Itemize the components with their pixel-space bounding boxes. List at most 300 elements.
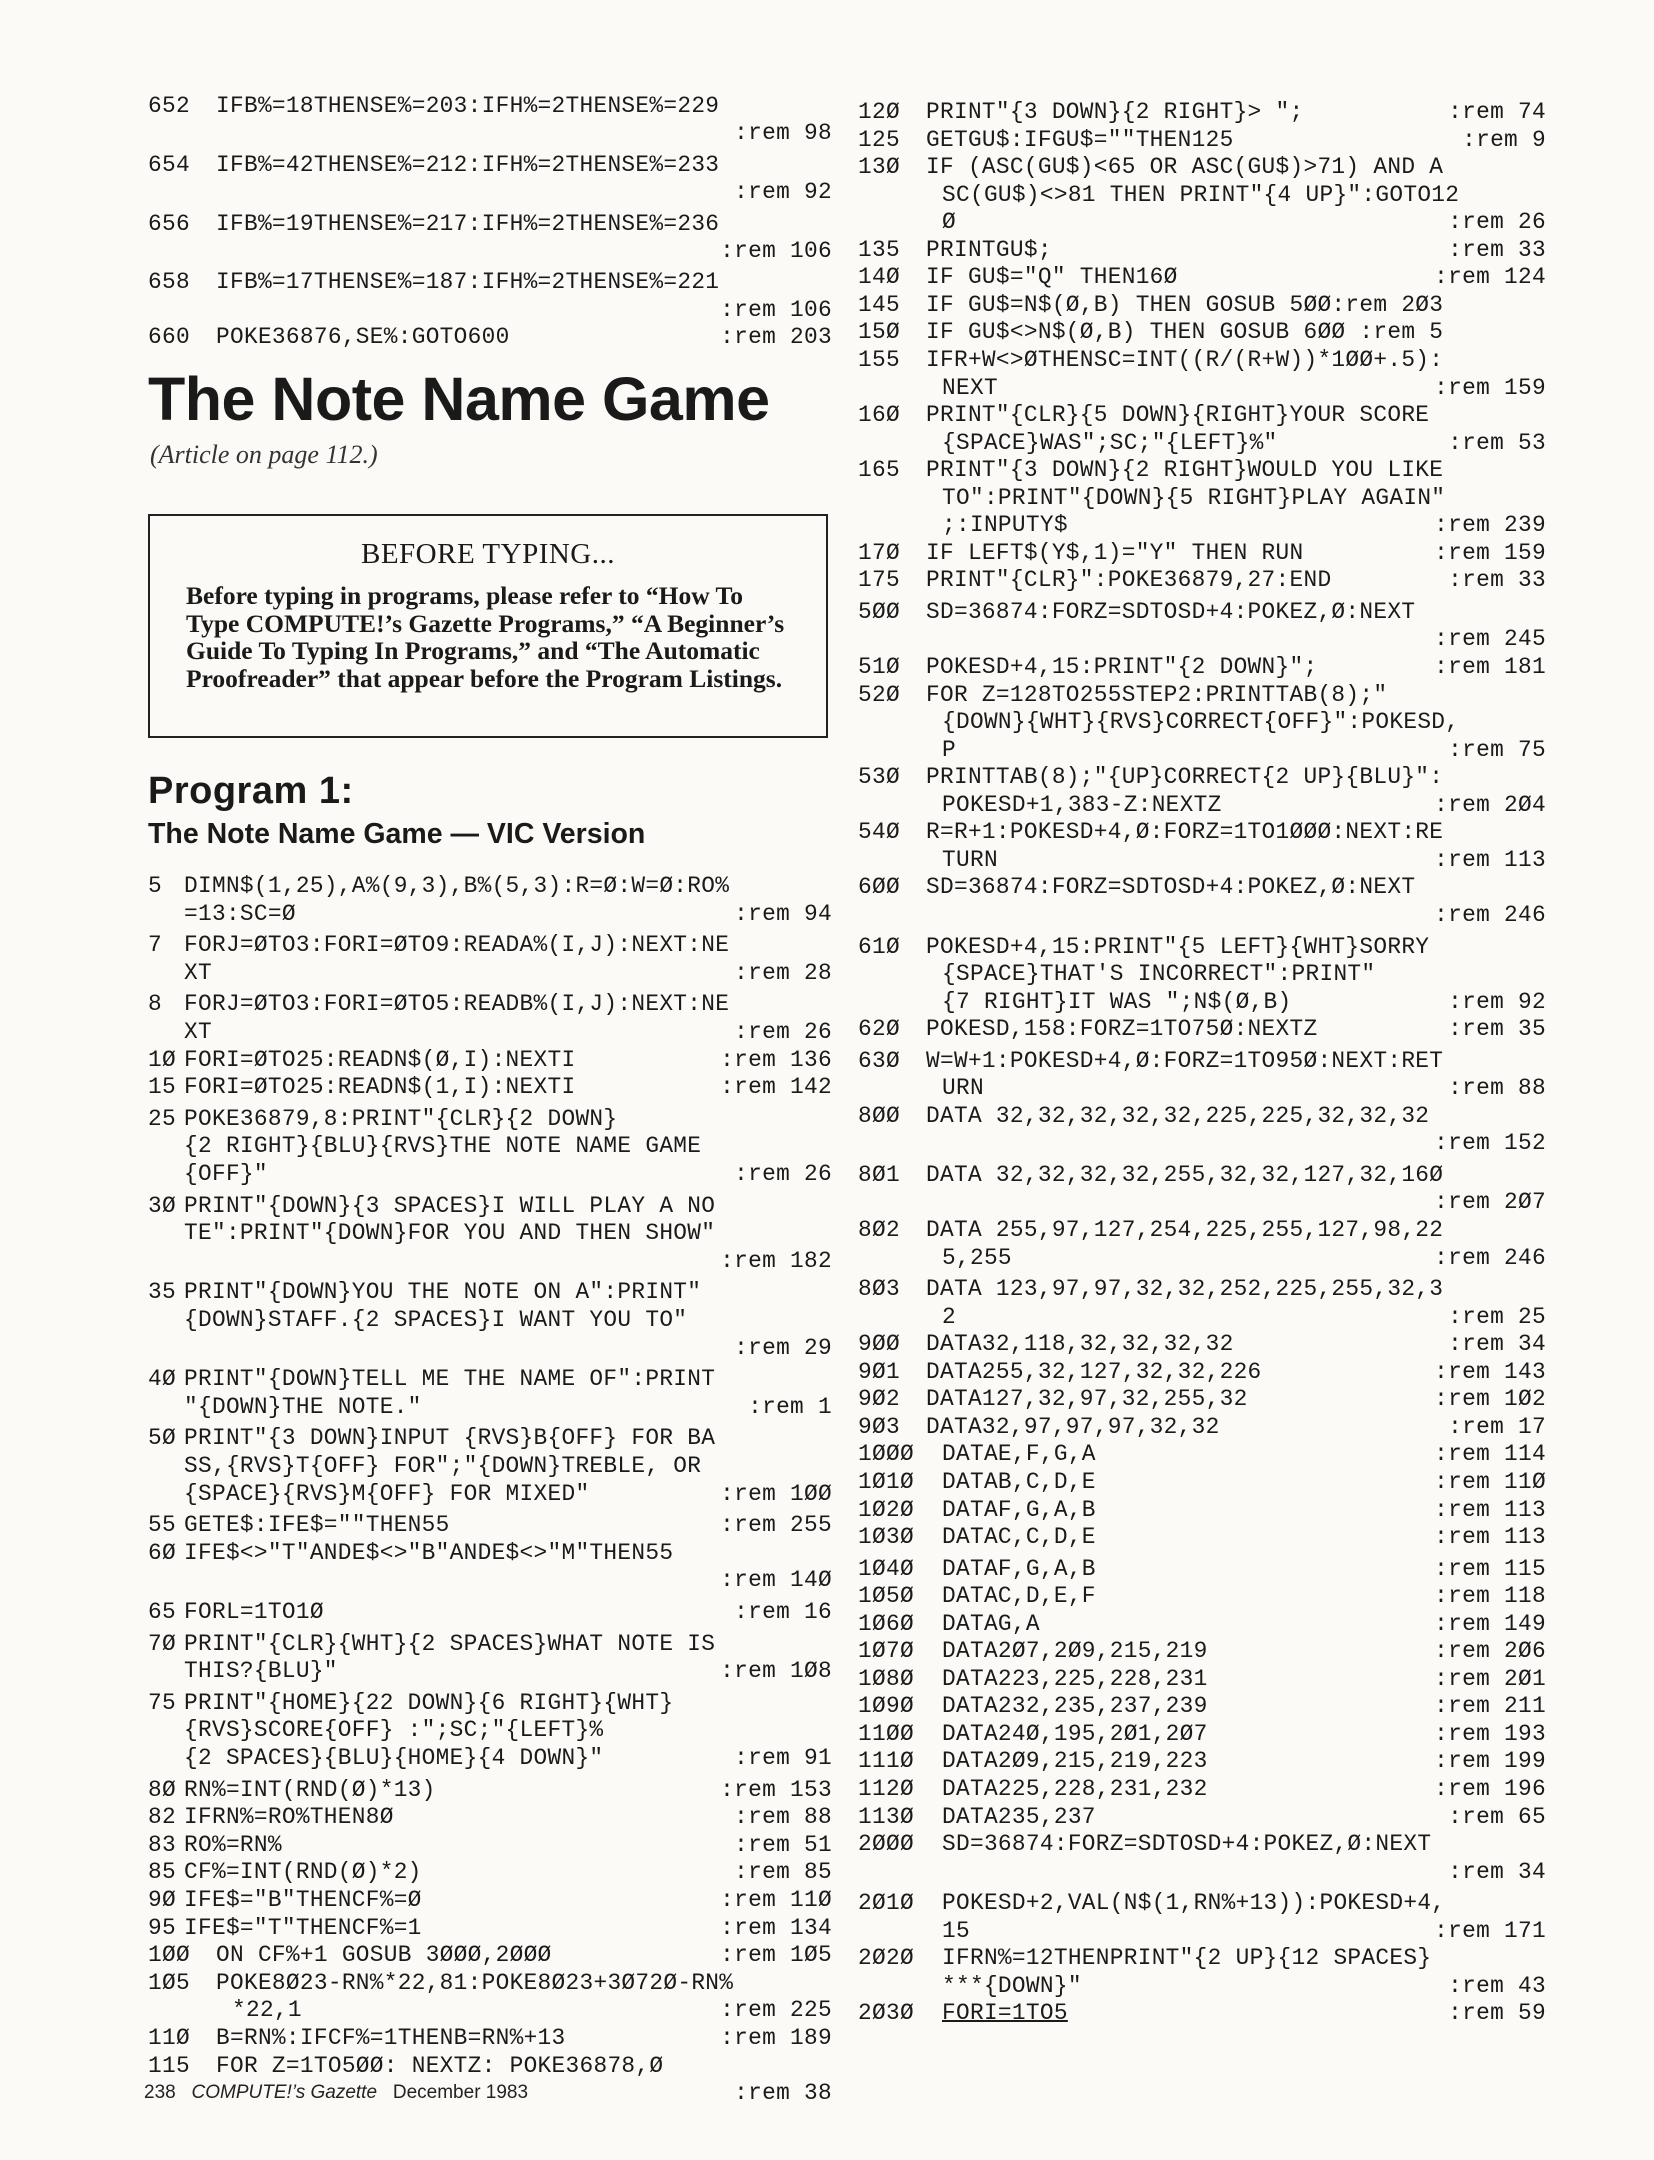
rem-checksum: :rem 9 — [1462, 126, 1546, 153]
rem-checksum: :rem 246 — [1434, 901, 1546, 928]
code-text: DATAF,G,A,B — [942, 1555, 1096, 1582]
line-number: 1Ø9Ø — [858, 1693, 914, 1720]
code-text: IFB%=18THENSE%=203:IFH%=2THENSE%=229 — [216, 93, 720, 119]
code-line — [858, 1582, 1546, 1610]
code-text: {DOWN}STAFF.{2 SPACES}I WANT YOU TO" — [184, 1307, 688, 1333]
code-text: GETE$:IFE$=""THEN55 — [184, 1512, 450, 1539]
code-line — [148, 1046, 832, 1074]
line-number: 7 — [148, 932, 162, 959]
code-text: P — [942, 736, 956, 763]
line-number: 83 — [148, 1831, 176, 1858]
rem-checksum: :rem 106 — [720, 296, 832, 323]
code-text: {RVS}SCORE{OFF} :";SC;"{LEFT}% — [184, 1717, 604, 1744]
code-text: FORJ=ØTO3:FORI=ØTO5:READB%(I,J):NEXT:NE — [184, 991, 730, 1018]
line-number: 85 — [148, 1859, 176, 1886]
code-text: {SPACE}{RVS}M{OFF} FOR MIXED" — [184, 1480, 590, 1507]
line-number: 111Ø — [858, 1748, 914, 1775]
code-line — [858, 653, 1546, 681]
code-line — [148, 1941, 832, 1969]
code-line — [858, 708, 1546, 736]
code-line — [148, 1831, 832, 1859]
code-line — [858, 456, 1546, 484]
code-text: W=W+1:POKESD+4,Ø:FORZ=1TO95Ø:NEXT:RET — [926, 1047, 1444, 1074]
code-text: DATAC,D,E,F — [942, 1583, 1096, 1610]
line-number: 1Ø7Ø — [858, 1638, 914, 1665]
code-text: IFE$<>"T"ANDE$<>"B"ANDE$<>"M"THEN55 — [184, 1539, 674, 1566]
code-text: IF GU$<>N$(Ø,B) THEN GOSUB 6ØØ :rem 5 — [926, 319, 1444, 346]
code-line — [858, 1275, 1546, 1303]
code-text: PRINTGU$; — [926, 236, 1052, 263]
code-line — [858, 318, 1546, 346]
code-text: SC(GU$)<>81 THEN PRINT"{4 UP}":GOTO12 — [942, 181, 1460, 208]
code-text: DATA 123,97,97,32,32,252,225,255,32,3 — [926, 1276, 1444, 1303]
issue-date: December 1983 — [392, 2082, 529, 2103]
rem-checksum: :rem 94 — [734, 900, 832, 927]
rem-checksum: :rem 28 — [734, 959, 832, 986]
code-text: DATA2Ø9,215,219,223 — [942, 1748, 1208, 1775]
line-number: 2ØØØ — [858, 1831, 914, 1858]
rem-checksum: :rem 113 — [1434, 1524, 1546, 1551]
code-text: PRINT"{3 DOWN}{2 RIGHT}WOULD YOU LIKE — [926, 457, 1444, 484]
code-line — [858, 1129, 1546, 1157]
code-line — [858, 126, 1546, 154]
code-line — [858, 1972, 1546, 2000]
rem-checksum: :rem 134 — [720, 1914, 832, 1941]
rem-checksum: :rem 2Ø1 — [1434, 1665, 1546, 1692]
code-text: SD=36874:FORZ=SDTOSD+4:POKEZ,Ø:NEXT — [926, 598, 1416, 625]
code-line — [858, 429, 1546, 457]
line-number: 8Ø1 — [858, 1161, 900, 1188]
code-text: IFR+W<>ØTHENSC=INT((R/(R+W))*1ØØ+.5): — [926, 346, 1444, 373]
code-text: FORI=1TO5 — [942, 2000, 1068, 2027]
code-line — [858, 873, 1546, 901]
code-text: PRINT"{DOWN}{3 SPACES}I WILL PLAY A NO — [184, 1192, 716, 1219]
code-text: DATA24Ø,195,2Ø1,2Ø7 — [942, 1720, 1208, 1747]
code-line — [148, 1105, 832, 1133]
rem-checksum: :rem 246 — [1434, 1244, 1546, 1271]
code-text: IFE$="B"THENCF%=Ø — [184, 1887, 422, 1913]
code-text: PRINT"{DOWN}TELL ME THE NAME OF":PRINT — [184, 1366, 716, 1393]
code-text: {7 RIGHT}IT WAS ";N$(Ø,B) — [942, 988, 1292, 1015]
line-number: 53Ø — [858, 764, 900, 791]
line-number: 9Ø1 — [858, 1358, 900, 1385]
code-line — [148, 1424, 832, 1452]
line-number: 654 — [148, 151, 190, 178]
code-line — [148, 1511, 832, 1539]
code-line — [858, 1413, 1546, 1441]
rem-checksum: :rem 196 — [1434, 1776, 1546, 1802]
code-line — [148, 1776, 832, 1804]
code-text: TO":PRINT"{DOWN}{5 RIGHT}PLAY AGAIN" — [942, 484, 1446, 511]
code-line — [858, 818, 1546, 846]
line-number: 15Ø — [858, 319, 900, 346]
code-text: TE":PRINT"{DOWN}FOR YOU AND THEN SHOW" — [184, 1220, 716, 1247]
rem-checksum: :rem 92 — [734, 179, 832, 206]
rem-checksum: :rem 29 — [734, 1334, 832, 1361]
code-text: IFRN%=RO%THEN8Ø — [184, 1804, 394, 1831]
code-text: SS,{RVS}T{OFF} FOR";"{DOWN}TREBLE, OR — [184, 1453, 702, 1479]
code-text: DIMN$(1,25),A%(9,3),B%(5,3):R=Ø:W=Ø:RO% — [184, 873, 730, 899]
line-number: 95 — [148, 1914, 176, 1941]
code-text: DATA235,237 — [942, 1803, 1096, 1830]
code-line — [858, 598, 1546, 626]
code-text: XT — [184, 1019, 212, 1045]
line-number: 1Ø2Ø — [858, 1496, 914, 1523]
code-text: RO%=RN% — [184, 1831, 282, 1858]
rem-checksum: :rem 152 — [1434, 1130, 1546, 1157]
code-text: NEXT — [942, 374, 998, 401]
code-text: IFE$="T"THENCF%=1 — [184, 1914, 422, 1941]
code-line — [858, 1555, 1546, 1583]
rem-checksum: :rem 88 — [734, 1804, 832, 1831]
line-number: 175 — [858, 567, 900, 594]
article-reference: (Article on page 112.) — [150, 440, 378, 469]
code-line — [858, 763, 1546, 791]
rem-checksum: :rem 159 — [1434, 539, 1546, 566]
rem-checksum: :rem 17 — [1448, 1413, 1546, 1440]
rem-checksum: :rem 106 — [720, 238, 832, 264]
rem-checksum: :rem 189 — [720, 2025, 832, 2051]
rem-checksum: :rem 124 — [1434, 264, 1546, 291]
code-line — [858, 539, 1546, 567]
code-line — [858, 625, 1546, 653]
code-line — [148, 1803, 832, 1831]
line-number: 115 — [148, 2052, 190, 2079]
code-line — [858, 1775, 1546, 1803]
code-text: DATAG,A — [942, 1610, 1040, 1637]
code-text: DATA 32,32,32,32,32,225,225,32,32,32 — [926, 1102, 1430, 1129]
line-number: 51Ø — [858, 654, 900, 680]
code-line — [148, 1278, 832, 1306]
code-line — [858, 960, 1546, 988]
rem-checksum: :rem 43 — [1448, 1972, 1546, 1999]
code-text: IF GU$=N$(Ø,B) THEN GOSUB 5ØØ:rem 2Ø3 — [926, 291, 1444, 318]
line-number: 11Ø — [148, 2025, 190, 2051]
rem-checksum: :rem 118 — [1434, 1583, 1546, 1610]
rem-checksum: :rem 114 — [1434, 1441, 1546, 1468]
code-text: POKESD+1,383-Z:NEXTZ — [942, 791, 1222, 818]
code-text: 15 — [942, 1917, 970, 1944]
code-line — [148, 1247, 832, 1275]
code-line — [858, 1015, 1546, 1043]
line-number: 9Ø3 — [858, 1413, 900, 1440]
before-typing-heading: BEFORE TYPING... — [361, 538, 615, 570]
code-line — [148, 1219, 832, 1247]
line-number: 9Ø — [148, 1887, 176, 1913]
line-number: 14Ø — [858, 264, 900, 291]
code-text: DATA127,32,97,32,255,32 — [926, 1386, 1248, 1413]
code-text: ***{DOWN}" — [942, 1972, 1082, 1999]
code-line — [148, 1969, 832, 1997]
code-line — [148, 2024, 832, 2052]
code-text: GETGU$:IFGU$=""THEN125 — [926, 126, 1234, 153]
line-number: 652 — [148, 93, 190, 119]
code-text: POKESD+2,VAL(N$(1,RN%+13)):POKESD+4, — [942, 1890, 1446, 1917]
code-text: {SPACE}WAS";SC;"{LEFT}%" — [942, 429, 1278, 456]
rem-checksum: :rem 115 — [1434, 1555, 1546, 1582]
rem-checksum: :rem 34 — [1448, 1331, 1546, 1358]
line-number: 54Ø — [858, 819, 900, 846]
code-line — [148, 872, 832, 900]
code-text: FOR Z=128TO255STEP2:PRINTTAB(8);" — [926, 681, 1388, 708]
code-line — [148, 92, 832, 120]
code-line — [858, 1440, 1546, 1468]
code-line — [858, 791, 1546, 819]
rem-checksum: :rem 98 — [734, 120, 832, 147]
line-number: 112Ø — [858, 1776, 914, 1802]
code-text: PRINT"{CLR}{5 DOWN}{RIGHT}YOUR SCORE — [926, 402, 1430, 429]
code-text: SD=36874:FORZ=SDTOSD+4:POKEZ,Ø:NEXT — [942, 1831, 1432, 1858]
code-line — [858, 153, 1546, 181]
line-number: 55 — [148, 1512, 176, 1539]
code-line — [148, 959, 832, 987]
code-text: FORI=ØTO25:READN$(1,I):NEXTI — [184, 1074, 576, 1101]
code-text: R=R+1:POKESD+4,Ø:FORZ=1TO1ØØØ:NEXT:RE — [926, 819, 1444, 846]
line-number: 8Ø3 — [858, 1276, 900, 1303]
code-text: DATA32,118,32,32,32,32 — [926, 1331, 1234, 1358]
line-number: 658 — [148, 269, 190, 296]
rem-checksum: :rem 75 — [1448, 736, 1546, 763]
rem-checksum: :rem 59 — [1448, 2000, 1546, 2027]
line-number: 61Ø — [858, 933, 900, 960]
code-line — [858, 1330, 1546, 1358]
code-line — [858, 933, 1546, 961]
code-line — [858, 511, 1546, 539]
code-line — [858, 1047, 1546, 1075]
code-text: DATAB,C,D,E — [942, 1468, 1096, 1495]
code-line — [148, 1914, 832, 1942]
code-line — [858, 401, 1546, 429]
rem-checksum: :rem 2Ø6 — [1434, 1638, 1546, 1665]
code-line — [148, 1858, 832, 1886]
rem-checksum: :rem 182 — [720, 1247, 832, 1274]
code-line — [148, 237, 832, 265]
code-text: DATA232,235,237,239 — [942, 1693, 1208, 1720]
rem-checksum: :rem 26 — [734, 1161, 832, 1187]
line-number: 63Ø — [858, 1047, 900, 1074]
code-text: DATA225,228,231,232 — [942, 1776, 1208, 1802]
rem-checksum: :rem 142 — [720, 1074, 832, 1101]
code-text: PRINTTAB(8);"{UP}CORRECT{2 UP}{BLU}": — [926, 764, 1444, 791]
code-line — [858, 1692, 1546, 1720]
code-line — [148, 178, 832, 206]
line-number: 11ØØ — [858, 1720, 914, 1747]
code-line — [858, 901, 1546, 929]
before-typing-body: Before typing in programs, please refer to “How To Type COMPUTE!’s Gazette Programs,” “A Beginner’s Guide To Typing In Programs,” and “The Automatic Proofreader” that appear before the Program Listings. — [186, 581, 785, 693]
rem-checksum: :rem 11Ø — [720, 1887, 832, 1913]
page-number: 238 — [144, 2082, 176, 2103]
rem-checksum: :rem 171 — [1434, 1917, 1546, 1944]
code-line — [858, 1244, 1546, 1272]
code-text: POKE8Ø23-RN%*22,81:POKE8Ø23+3Ø72Ø-RN% — [216, 1969, 734, 1996]
line-number: 4Ø — [148, 1366, 176, 1393]
rem-checksum: :rem 203 — [720, 324, 832, 351]
code-text: {2 RIGHT}{BLU}{RVS}THE NOTE NAME GAME — [184, 1133, 702, 1160]
code-line — [148, 1018, 832, 1046]
code-text: {2 SPACES}{BLU}{HOME}{4 DOWN}" — [184, 1745, 604, 1771]
rem-checksum: :rem 91 — [734, 1745, 832, 1771]
line-number: 82 — [148, 1804, 176, 1831]
code-line — [148, 1598, 832, 1626]
code-line — [858, 1102, 1546, 1130]
line-number: 113Ø — [858, 1803, 914, 1830]
code-line — [858, 1858, 1546, 1886]
code-line — [858, 181, 1546, 209]
line-number: 5ØØ — [858, 598, 900, 625]
code-text: URN — [942, 1075, 984, 1102]
code-text: ON CF%+1 GOSUB 3ØØØ,2ØØØ — [216, 1942, 552, 1969]
code-line — [148, 1566, 832, 1594]
rem-checksum: :rem 193 — [1434, 1720, 1546, 1747]
code-line — [858, 1385, 1546, 1413]
code-text: DATAC,C,D,E — [942, 1524, 1096, 1551]
rem-checksum: :rem 2Ø4 — [1434, 791, 1546, 818]
publication-name: COMPUTE!’s Gazette — [191, 2082, 378, 2103]
rem-checksum: :rem 85 — [734, 1859, 832, 1886]
code-text: DATA32,97,97,97,32,32 — [926, 1413, 1220, 1440]
code-line — [148, 1306, 832, 1334]
code-line — [858, 346, 1546, 374]
code-text: FORJ=ØTO3:FORI=ØTO9:READA%(I,J):NEXT:NE — [184, 932, 730, 959]
code-text: IFRN%=12THENPRINT"{2 UP}{12 SPACES} — [942, 1945, 1432, 1972]
code-line — [858, 1358, 1546, 1386]
code-line — [148, 1996, 832, 2024]
code-line — [858, 1889, 1546, 1917]
line-number: 6ØØ — [858, 874, 900, 901]
code-line — [148, 1689, 832, 1717]
line-number: 16Ø — [858, 402, 900, 429]
code-line — [858, 1496, 1546, 1524]
code-text: DATAE,F,G,A — [942, 1441, 1096, 1468]
code-line — [148, 1886, 832, 1914]
code-text: IFB%=19THENSE%=217:IFH%=2THENSE%=236 — [216, 210, 720, 237]
rem-checksum: :rem 38 — [734, 2080, 832, 2107]
code-line — [858, 1830, 1546, 1858]
code-line — [858, 374, 1546, 402]
rem-checksum: :rem 92 — [1448, 988, 1546, 1015]
line-number: 9Ø2 — [858, 1386, 900, 1413]
rem-checksum: :rem 136 — [720, 1046, 832, 1073]
code-text: *22,1 — [232, 1997, 302, 2024]
line-number: 65 — [148, 1599, 176, 1625]
code-text: CF%=INT(RND(Ø)*2) — [184, 1859, 422, 1886]
line-number: 2Ø3Ø — [858, 2000, 914, 2027]
code-line — [858, 1803, 1546, 1831]
code-line — [858, 566, 1546, 594]
code-text: DATA223,225,228,231 — [942, 1665, 1208, 1692]
rem-checksum: :rem 2Ø7 — [1434, 1189, 1546, 1216]
code-line — [148, 1160, 832, 1188]
line-number: 2Ø1Ø — [858, 1890, 914, 1917]
code-line — [148, 1630, 832, 1658]
code-text: FORL=1TO1Ø — [184, 1599, 324, 1625]
code-line — [858, 98, 1546, 126]
code-line — [148, 1132, 832, 1160]
code-text: {OFF}" — [184, 1161, 268, 1187]
line-number: 15 — [148, 1074, 176, 1101]
line-number: 656 — [148, 210, 190, 237]
rem-checksum: :rem 88 — [1448, 1075, 1546, 1102]
article-title: The Note Name Game — [148, 365, 770, 433]
rem-checksum: :rem 159 — [1434, 374, 1546, 401]
line-number: 12Ø — [858, 99, 900, 125]
rem-checksum: :rem 225 — [720, 1997, 832, 2024]
line-number: 135 — [858, 236, 900, 263]
line-number: 8Ø — [148, 1776, 176, 1803]
code-line — [858, 1665, 1546, 1693]
code-text: {DOWN}{WHT}{RVS}CORRECT{OFF}":POKESD, — [942, 709, 1460, 736]
code-line — [858, 1468, 1546, 1496]
rem-checksum: :rem 33 — [1448, 567, 1546, 594]
code-text: IF (ASC(GU$)<65 OR ASC(GU$)>71) AND A — [926, 154, 1444, 181]
program-subtitle: The Note Name Game — VIC Version — [148, 818, 646, 850]
rem-checksum: :rem 74 — [1448, 99, 1546, 125]
code-text: PRINT"{DOWN}YOU THE NOTE ON A":PRINT" — [184, 1279, 702, 1306]
code-text: POKE36879,8:PRINT"{CLR}{2 DOWN} — [184, 1105, 618, 1132]
line-number: 1Ø8Ø — [858, 1665, 914, 1692]
code-text: RN%=INT(RND(Ø)*13) — [184, 1776, 436, 1803]
line-number: 1Ø1Ø — [858, 1468, 914, 1495]
rem-checksum: :rem 34 — [1448, 1858, 1546, 1885]
code-text: PRINT"{CLR}{WHT}{2 SPACES}WHAT NOTE IS — [184, 1630, 716, 1657]
code-text: PRINT"{HOME}{22 DOWN}{6 RIGHT}{WHT} — [184, 1689, 674, 1716]
code-line — [858, 1610, 1546, 1638]
page-footer — [144, 2082, 528, 2104]
code-line — [858, 1999, 1546, 2027]
code-text: IFB%=42THENSE%=212:IFH%=2THENSE%=233 — [216, 151, 720, 178]
rem-checksum: :rem 113 — [1434, 846, 1546, 873]
rem-checksum: :rem 26 — [1448, 209, 1546, 236]
code-line — [148, 1365, 832, 1393]
code-line — [148, 1192, 832, 1220]
code-line — [858, 208, 1546, 236]
code-line — [858, 736, 1546, 764]
line-number: 145 — [858, 291, 900, 318]
code-text: XT — [184, 959, 212, 986]
code-line — [148, 1334, 832, 1362]
code-text: FORI=ØTO25:READN$(Ø,I):NEXTI — [184, 1046, 576, 1073]
code-text: POKESD,158:FORZ=1TO75Ø:NEXTZ — [926, 1016, 1318, 1043]
code-text: PRINT"{CLR}":POKE36879,27:END — [926, 567, 1332, 594]
code-line — [858, 1074, 1546, 1102]
line-number: 125 — [858, 126, 900, 153]
line-number: 6Ø — [148, 1539, 176, 1566]
rem-checksum: :rem 1Ø8 — [720, 1658, 832, 1685]
code-line — [858, 846, 1546, 874]
code-text: DATA 255,97,127,254,225,255,127,98,22 — [926, 1217, 1444, 1243]
line-number: 165 — [858, 457, 900, 484]
code-line — [148, 151, 832, 179]
line-number: 5 — [148, 873, 162, 899]
code-line — [148, 210, 832, 238]
line-number: 1Ø — [148, 1046, 176, 1073]
code-line — [148, 323, 832, 351]
line-number: 7Ø — [148, 1630, 176, 1657]
line-number: 1Ø4Ø — [858, 1555, 914, 1582]
line-number: 75 — [148, 1689, 176, 1716]
code-line — [858, 236, 1546, 264]
code-line — [858, 1303, 1546, 1331]
code-text: 2 — [942, 1303, 956, 1330]
line-number: 1ØØØ — [858, 1441, 914, 1468]
code-line — [858, 1747, 1546, 1775]
rem-checksum: :rem 25 — [1448, 1303, 1546, 1330]
code-line — [148, 1657, 832, 1685]
code-text: POKE36876,SE%:GOTO600 — [216, 324, 510, 351]
code-line — [148, 1393, 832, 1421]
line-number: 1Ø5 — [148, 1969, 190, 1996]
code-line — [858, 1720, 1546, 1748]
